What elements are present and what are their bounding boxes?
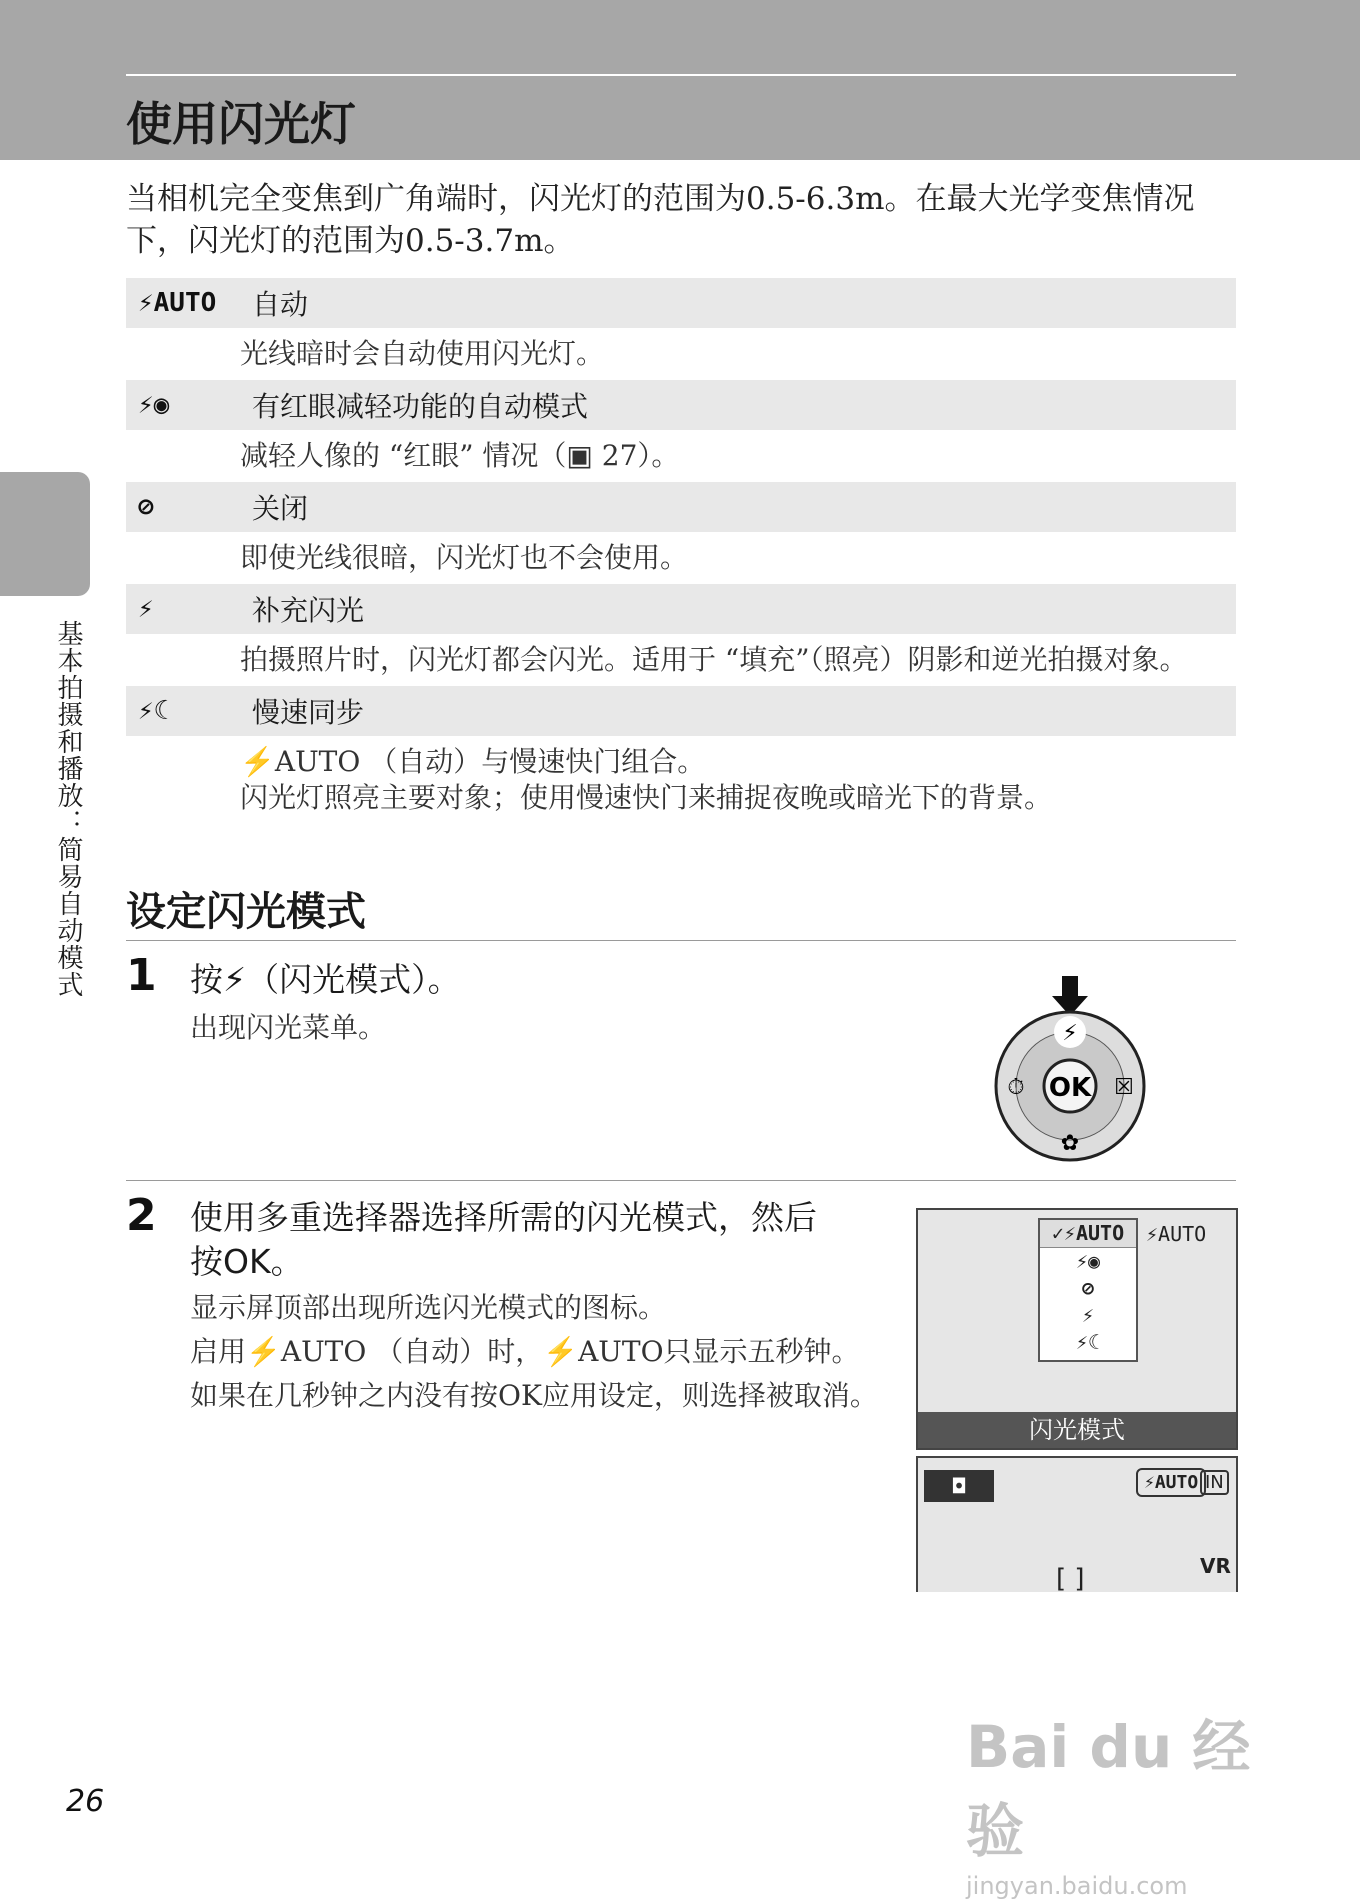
side-tab bbox=[0, 472, 90, 596]
section-title: 设定闪光模式 bbox=[126, 889, 366, 935]
step-text-line: 显示屏顶部出现所选闪光模式的图标。 bbox=[190, 1291, 667, 1324]
flash-mode-table bbox=[126, 278, 1236, 824]
mode-name: 慢速同步 bbox=[252, 696, 365, 729]
mode-name: 关闭 bbox=[252, 492, 309, 525]
header-rule bbox=[126, 74, 1236, 76]
mode-entry-slow-sync bbox=[126, 686, 1236, 824]
page-title: 使用闪光灯 bbox=[126, 97, 356, 151]
red-eye-flash-icon: ⚡◉ bbox=[138, 390, 170, 420]
side-chapter-label: 基本拍摄和播放：简易自动模式 bbox=[53, 620, 83, 998]
flash-button-icon: ⚡ bbox=[1062, 1021, 1078, 1046]
page-number: 26 bbox=[66, 1784, 105, 1819]
step-heading bbox=[190, 1196, 910, 1284]
mode-desc-line: 闪光灯照亮主要对象；使用慢速快门来捕捉夜晚或暗光下的背景。 bbox=[240, 781, 1053, 814]
mode-row bbox=[126, 584, 1236, 634]
baidu-watermark bbox=[966, 1700, 1286, 1900]
mode-description bbox=[126, 736, 1236, 824]
mode-desc-line: ⚡AUTO （自动）与慢速快门组合。 bbox=[240, 745, 706, 778]
mode-description bbox=[126, 634, 1236, 686]
step-heading-line: 按OK。 bbox=[190, 1242, 304, 1281]
menu-item-red-eye[interactable]: ⚡◉ bbox=[1075, 1249, 1101, 1273]
mode-description bbox=[126, 430, 1236, 482]
mode-desc-line: 即使光线很暗，闪光灯也不会使用。 bbox=[240, 541, 689, 574]
exposure-comp-icon: ☒ bbox=[1114, 1075, 1134, 1100]
menu-item-slow-sync[interactable]: ⚡☾ bbox=[1075, 1330, 1101, 1354]
mode-description bbox=[126, 532, 1236, 584]
menu-item-off[interactable]: ⊘ bbox=[1081, 1276, 1095, 1300]
watermark-url: jingyan.baidu.com bbox=[966, 1872, 1188, 1900]
mode-name: 自动 bbox=[252, 288, 309, 321]
mode-desc-line: 减轻人像的 “红眼” 情况（▣ 27）。 bbox=[240, 439, 680, 472]
ok-button-icon: OK bbox=[1048, 1073, 1092, 1103]
screen-caption: 闪光模式 bbox=[918, 1412, 1236, 1448]
mode-row bbox=[126, 686, 1236, 736]
intro-paragraph: 当相机完全变焦到广角端时，闪光灯的范围为0.5-6.3m。在最大光学变焦情况下，闪光灯的范围为0.5-3.7m。 bbox=[126, 181, 1195, 259]
step-number: 2 bbox=[126, 1190, 157, 1241]
flash-auto-icon: ⚡AUTO bbox=[138, 288, 217, 318]
mode-entry-fill bbox=[126, 584, 1236, 686]
mode-entry-auto bbox=[126, 278, 1236, 380]
mode-row bbox=[126, 278, 1236, 328]
internal-memory-icon: IN bbox=[1200, 1470, 1229, 1495]
watermark-brand: Bai du 经验 bbox=[966, 1713, 1251, 1865]
mode-desc-line: 光线暗时会自动使用闪光灯。 bbox=[240, 337, 605, 370]
mode-entry-red-eye bbox=[126, 380, 1236, 482]
camera-mode-icon: ◘ bbox=[924, 1470, 994, 1502]
step-text: 出现闪光菜单。 bbox=[190, 1011, 387, 1044]
slow-sync-icon: ⚡☾ bbox=[138, 696, 170, 726]
menu-item-fill[interactable]: ⚡ bbox=[1081, 1303, 1095, 1327]
mode-row bbox=[126, 380, 1236, 430]
flash-mode-menu bbox=[1038, 1218, 1138, 1362]
mode-desc-line: 拍摄照片时，闪光灯都会闪光。适用于 “填充”（照亮）阴影和逆光拍摄对象。 bbox=[240, 643, 1188, 676]
flash-menu-screen bbox=[916, 1208, 1238, 1450]
vibration-reduction-icon: VR bbox=[1200, 1554, 1231, 1578]
fill-flash-icon: ⚡ bbox=[138, 594, 154, 624]
step-heading: 按⚡（闪光模式）。 bbox=[190, 960, 461, 999]
shooting-screen bbox=[916, 1456, 1238, 1592]
mode-entry-off bbox=[126, 482, 1236, 584]
step-text bbox=[190, 1290, 890, 1414]
macro-icon: ✿ bbox=[1060, 1131, 1080, 1156]
step-divider bbox=[126, 1180, 1236, 1181]
mode-row bbox=[126, 482, 1236, 532]
flash-status-icon: ⚡AUTO bbox=[1146, 1222, 1207, 1246]
mode-name: 有红眼减轻功能的自动模式 bbox=[252, 390, 589, 423]
step-heading-line: 使用多重选择器选择所需的闪光模式，然后 bbox=[190, 1198, 817, 1237]
self-timer-icon: ⏱ bbox=[1007, 1075, 1025, 1100]
mode-description bbox=[126, 328, 1236, 380]
focus-area-icon: [ ] bbox=[1056, 1564, 1085, 1594]
mode-name: 补充闪光 bbox=[252, 594, 365, 627]
flash-indicator-icon: ⚡AUTO bbox=[1136, 1468, 1206, 1497]
step-text-line: 启用⚡AUTO （自动）时，⚡AUTO只显示五秒钟。 bbox=[190, 1335, 860, 1368]
step-number: 1 bbox=[126, 950, 157, 1001]
flash-off-icon: ⊘ bbox=[138, 492, 154, 522]
step-text-line: 如果在几秒钟之内没有按OK应用设定，则选择被取消。 bbox=[190, 1379, 878, 1412]
menu-item-auto[interactable]: ✓⚡AUTO bbox=[1040, 1220, 1136, 1248]
section-divider bbox=[126, 940, 1236, 941]
